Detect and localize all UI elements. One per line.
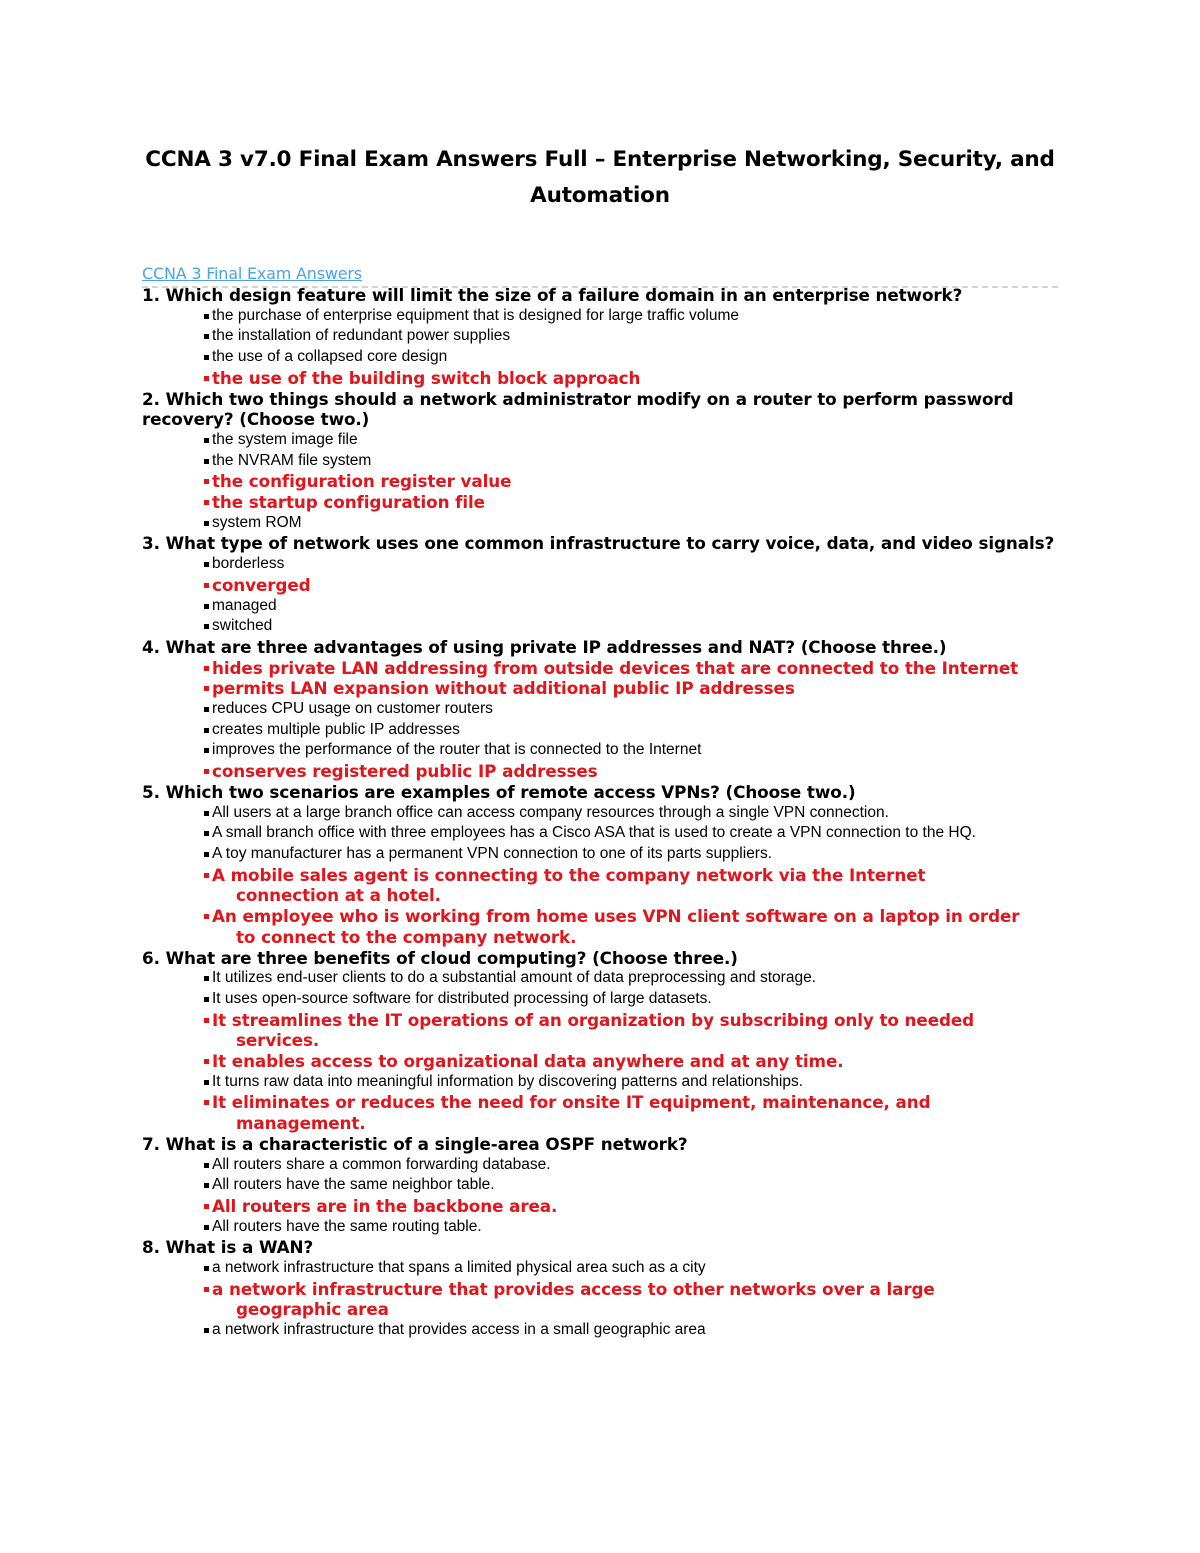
correct-answer-option: It streamlines the IT operations of an organization by subscribing only to needed services.: [142, 1010, 1062, 1051]
answer-option: the use of a collapsed core design: [142, 347, 1062, 368]
source-link[interactable]: CCNA 3 Final Exam Answers: [142, 264, 362, 283]
question-block: [142, 285, 1062, 389]
correct-answer-option: hides private LAN addressing from outside devices that are connected to the Internet: [142, 658, 1062, 679]
document-title-line-2: Automation: [530, 183, 670, 208]
answer-options: [142, 430, 1062, 534]
answer-option: It turns raw data into meaningful information by discovering patterns and relationships.: [142, 1072, 1062, 1093]
answer-option: It utilizes end-user clients to do a substantial amount of data preprocessing and storage.: [142, 968, 1062, 989]
answer-option: All routers have the same routing table.: [142, 1217, 1062, 1238]
correct-answer-option: It eliminates or reduces the need for onsite IT equipment, maintenance, and management.: [142, 1092, 1062, 1133]
correct-answer-option: the configuration register value: [142, 471, 1062, 492]
answer-option: switched: [142, 616, 1062, 637]
question-block: [142, 782, 1062, 948]
answer-option: managed: [142, 596, 1062, 617]
correct-answer-option: It enables access to organizational data anywhere and at any time.: [142, 1051, 1062, 1072]
answer-option: creates multiple public IP addresses: [142, 720, 1062, 741]
correct-answer-option: An employee who is working from home uses VPN client software on a laptop in order to connect to the company network.: [142, 906, 1062, 947]
answer-option: All routers have the same neighbor table.: [142, 1175, 1062, 1196]
answer-options: [142, 554, 1062, 637]
answer-option: A toy manufacturer has a permanent VPN connection to one of its parts suppliers.: [142, 844, 1062, 865]
document-title-line-1: CCNA 3 v7.0 Final Exam Answers Full – Enterprise Networking, Security, and: [145, 147, 1055, 172]
question-text: 6. What are three benefits of cloud computing? (Choose three.): [142, 947, 738, 968]
answer-option: system ROM: [142, 513, 1062, 534]
answer-option: All users at a large branch office can access company resources through a single VPN connection.: [142, 803, 1062, 824]
correct-answer-option: the startup configuration file: [142, 492, 1062, 513]
question-text: 8. What is a WAN?: [142, 1237, 314, 1258]
correct-answer-option: permits LAN expansion without additional public IP addresses: [142, 678, 1062, 699]
answer-option: the purchase of enterprise equipment that is designed for large traffic volume: [142, 306, 1062, 327]
answer-option: A small branch office with three employees has a Cisco ASA that is used to create a VPN connection to the HQ.: [142, 823, 1062, 844]
question-text: 1. Which design feature will limit the size of a failure domain in an enterprise network?: [142, 285, 963, 305]
answer-options: [142, 803, 1062, 948]
correct-answer-option: All routers are in the backbone area.: [142, 1196, 1062, 1217]
questions-list: [142, 285, 1062, 1341]
correct-answer-option: the use of the building switch block approach: [142, 368, 1062, 389]
answer-option: reduces CPU usage on customer routers: [142, 699, 1062, 720]
question-text: 5. Which two scenarios are examples of remote access VPNs? (Choose two.): [142, 781, 856, 802]
question-block: [142, 948, 1062, 1134]
answer-options: [142, 1258, 1062, 1341]
question-text: 3. What type of network uses one common infrastructure to carry voice, data, and video signals?: [142, 533, 1055, 554]
answer-option: the system image file: [142, 430, 1062, 451]
answer-option: the NVRAM file system: [142, 451, 1062, 472]
answer-options: [142, 1155, 1062, 1238]
question-block: [142, 389, 1062, 534]
answer-option: a network infrastructure that provides access in a small geographic area: [142, 1320, 1062, 1341]
answer-option: improves the performance of the router that is connected to the Internet: [142, 740, 1062, 761]
question-block: [142, 533, 1062, 637]
question-block: [142, 1237, 1062, 1341]
answer-options: [142, 306, 1062, 389]
correct-answer-option: A mobile sales agent is connecting to the company network via the Internet connection at a hotel.: [142, 865, 1062, 906]
question-text: 4. What are three advantages of using private IP addresses and NAT? (Choose three.): [142, 636, 947, 657]
answer-option: the installation of redundant power supplies: [142, 326, 1062, 347]
correct-answer-option: conserves registered public IP addresses: [142, 761, 1062, 782]
correct-answer-option: a network infrastructure that provides access to other networks over a large geographic area: [142, 1279, 1062, 1320]
answer-options: [142, 658, 1062, 782]
question-text: 2. Which two things should a network administrator modify on a router to perform password recovery? (Choose two.): [142, 388, 1014, 430]
answer-option: It uses open-source software for distributed processing of large datasets.: [142, 989, 1062, 1010]
question-text: 7. What is a characteristic of a single-area OSPF network?: [142, 1133, 688, 1154]
answer-option: All routers share a common forwarding database.: [142, 1155, 1062, 1176]
question-block: [142, 1134, 1062, 1238]
correct-answer-option: converged: [142, 575, 1062, 596]
answer-option: a network infrastructure that spans a limited physical area such as a city: [142, 1258, 1062, 1279]
answer-option: borderless: [142, 554, 1062, 575]
question-block: [142, 637, 1062, 782]
answer-options: [142, 968, 1062, 1134]
